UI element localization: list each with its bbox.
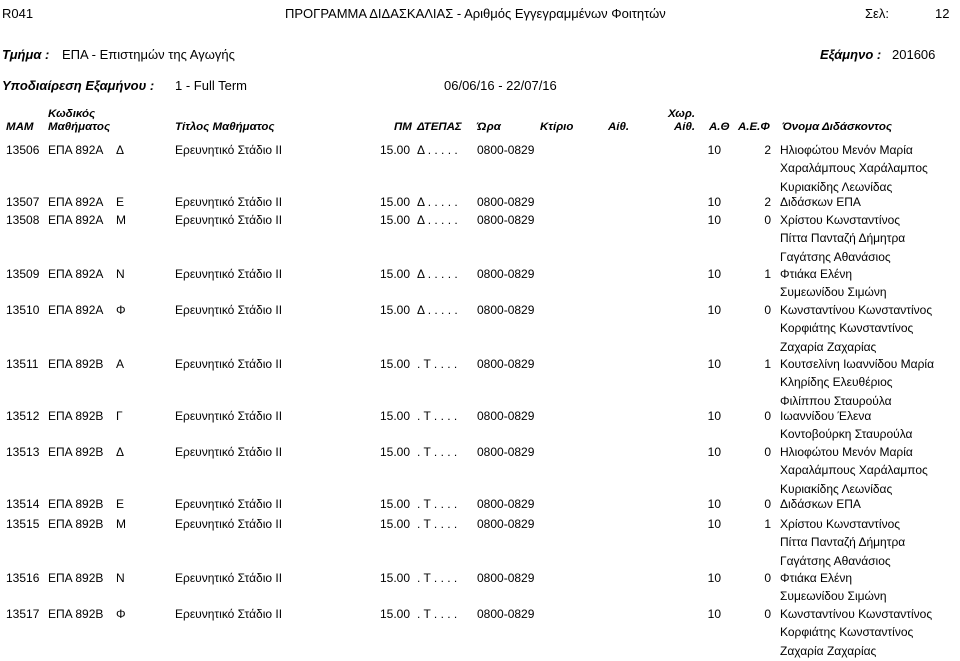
cell-teacher: Διδάσκων ΕΠΑ: [780, 497, 861, 511]
cell-code: ΕΠΑ 892Β: [48, 571, 104, 585]
col-teacher: Όνομα Διδάσκοντος: [782, 121, 892, 133]
cell-code: ΕΠΑ 892Β: [48, 409, 104, 423]
cell-code: ΕΠΑ 892Β: [48, 607, 104, 621]
cell-aef: 1: [764, 517, 771, 531]
cell-hour: 0800-0829: [477, 267, 535, 281]
cell-aef: 2: [764, 143, 771, 157]
cell-teacher: Ζαχαρία Ζαχαρίας: [780, 339, 877, 354]
cell-code: ΕΠΑ 892Α: [48, 267, 104, 281]
cell-teacher: Ζαχαρία Ζαχαρίας: [780, 643, 877, 658]
cell-days: Δ . . . . .: [417, 213, 458, 227]
cell-mam: 13506: [6, 143, 40, 157]
cell-mam: 13513: [6, 445, 40, 459]
cell-pm: 15.00: [380, 517, 411, 531]
cell-aef: 1: [764, 357, 771, 371]
cell-hour: 0800-0829: [477, 571, 535, 585]
cell-teacher: Χαραλάμπους Χαράλαμπος: [780, 161, 928, 176]
semester-label: Εξάμηνο :: [820, 47, 882, 62]
cell-code: ΕΠΑ 892Α: [48, 303, 104, 317]
cell-aef: 1: [764, 267, 771, 281]
cell-section: Δ: [116, 143, 125, 157]
cell-teacher: Φτιάκα Ελένη: [780, 267, 853, 281]
cell-hour: 0800-0829: [477, 303, 535, 317]
cell-code: ΕΠΑ 892Β: [48, 445, 104, 459]
col-code-line2: Μαθήματος: [48, 121, 111, 133]
semester-value: 201606: [892, 47, 936, 62]
cell-title: Ερευνητικό Στάδιο ΙΙ: [175, 409, 283, 423]
cell-title: Ερευνητικό Στάδιο ΙΙ: [175, 445, 283, 459]
cell-teacher: Κωνσταντίνου Κωνσταντίνος: [780, 303, 933, 317]
cell-teacher: Πίττα Πανταζή Δήμητρα: [780, 535, 906, 550]
cell-hour: 0800-0829: [477, 445, 535, 459]
page-label: Σελ:: [865, 6, 889, 21]
cell-section: Φ: [116, 607, 126, 621]
col-room: Αίθ.: [608, 121, 630, 133]
report-code: R041: [2, 6, 34, 21]
cell-teacher: Φιλίππου Σταυρούλα: [780, 393, 892, 408]
report-title: ΠΡΟΓΡΑΜΜΑ ΔΙΔΑΣΚΑΛΙΑΣ - Αριθμός Εγγεγραμμένων Φοιτητών: [285, 6, 666, 21]
cell-section: Μ: [116, 517, 126, 531]
cell-title: Ερευνητικό Στάδιο ΙΙ: [175, 267, 283, 281]
col-aef: Α.Ε.Φ: [738, 121, 770, 133]
cell-title: Ερευνητικό Στάδιο ΙΙ: [175, 303, 283, 317]
cell-hour: 0800-0829: [477, 409, 535, 423]
cell-mam: 13510: [6, 303, 40, 317]
subdivision-label: Υποδιαίρεση Εξαμήνου :: [2, 78, 155, 93]
cell-aef: 0: [764, 497, 771, 511]
cell-pm: 15.00: [380, 195, 411, 209]
cell-mam: 13517: [6, 607, 40, 621]
cell-hour: 0800-0829: [477, 213, 535, 227]
cell-hour: 0800-0829: [477, 357, 535, 371]
cell-title: Ερευνητικό Στάδιο ΙΙ: [175, 357, 283, 371]
cell-teacher: Κορφιάτης Κωνσταντίνος: [780, 625, 914, 640]
cell-teacher: Ηλιοφώτου Μενόν Μαρία: [780, 445, 913, 459]
cell-teacher: Κουτσελίνη Ιωαννίδου Μαρία: [780, 357, 935, 371]
cell-ath: 10: [707, 143, 721, 157]
cell-days: . Τ . . . .: [417, 357, 458, 371]
cell-teacher: Φτιάκα Ελένη: [780, 571, 853, 585]
col-hour: Ώρα: [477, 121, 501, 133]
col-pm: ΠΜ: [394, 121, 412, 133]
cell-section: Δ: [116, 445, 125, 459]
page-number: 12: [935, 6, 950, 21]
cell-aef: 2: [764, 195, 771, 209]
cell-title: Ερευνητικό Στάδιο ΙΙ: [175, 571, 283, 585]
cell-code: ΕΠΑ 892Β: [48, 517, 104, 531]
cell-title: Ερευνητικό Στάδιο ΙΙ: [175, 517, 283, 531]
cell-hour: 0800-0829: [477, 195, 535, 209]
cell-pm: 15.00: [380, 357, 411, 371]
cell-title: Ερευνητικό Στάδιο ΙΙ: [175, 607, 283, 621]
cell-mam: 13508: [6, 213, 40, 227]
cell-aef: 0: [764, 213, 771, 227]
cell-hour: 0800-0829: [477, 497, 535, 511]
cell-ath: 10: [707, 357, 721, 371]
subdivision-value: 1 - Full Term: [175, 78, 247, 93]
cell-ath: 10: [707, 409, 721, 423]
cell-section: Μ: [116, 213, 126, 227]
cell-pm: 15.00: [380, 213, 411, 227]
col-capacity-line1: Χωρ.: [668, 108, 696, 120]
cell-teacher: Κωνσταντίνου Κωνσταντίνος: [780, 607, 933, 621]
cell-teacher: Ιωαννίδου Έλενα: [780, 409, 872, 423]
cell-aef: 0: [764, 303, 771, 317]
cell-ath: 10: [707, 607, 721, 621]
cell-pm: 15.00: [380, 445, 411, 459]
cell-pm: 15.00: [380, 409, 411, 423]
cell-teacher: Ηλιοφώτου Μενόν Μαρία: [780, 143, 913, 157]
cell-teacher: Χρίστου Κωνσταντίνος: [780, 517, 901, 531]
cell-teacher: Γαγάτσης Αθανάσιος: [780, 249, 891, 264]
cell-mam: 13512: [6, 409, 40, 423]
cell-days: . Τ . . . .: [417, 571, 458, 585]
cell-hour: 0800-0829: [477, 517, 535, 531]
cell-ath: 10: [707, 303, 721, 317]
cell-teacher: Κορφιάτης Κωνσταντίνος: [780, 321, 914, 336]
cell-teacher: Συμεωνίδου Σιμώνη: [780, 285, 887, 300]
cell-title: Ερευνητικό Στάδιο ΙΙ: [175, 143, 283, 157]
cell-section: Ε: [116, 497, 125, 511]
cell-teacher: Κυριακίδης Λεωνίδας: [780, 481, 893, 496]
cell-days: Δ . . . . .: [417, 303, 458, 317]
cell-code: ΕΠΑ 892Β: [48, 497, 104, 511]
cell-days: . Τ . . . .: [417, 517, 458, 531]
cell-ath: 10: [707, 213, 721, 227]
cell-ath: 10: [707, 517, 721, 531]
cell-days: Δ . . . . .: [417, 143, 458, 157]
cell-title: Ερευνητικό Στάδιο ΙΙ: [175, 497, 283, 511]
cell-code: ΕΠΑ 892Α: [48, 195, 104, 209]
cell-teacher: Κυριακίδης Λεωνίδας: [780, 179, 893, 194]
cell-ath: 10: [707, 571, 721, 585]
cell-section: Ν: [116, 267, 125, 281]
cell-hour: 0800-0829: [477, 143, 535, 157]
cell-aef: 0: [764, 445, 771, 459]
cell-aef: 0: [764, 607, 771, 621]
col-building: Κτίριο: [540, 121, 574, 133]
cell-title: Ερευνητικό Στάδιο ΙΙ: [175, 195, 283, 209]
cell-mam: 13511: [6, 357, 39, 371]
cell-section: Γ: [116, 409, 123, 423]
cell-ath: 10: [707, 497, 721, 511]
cell-ath: 10: [707, 195, 721, 209]
cell-ath: 10: [707, 445, 721, 459]
col-ath: Α.Θ: [709, 121, 730, 133]
cell-pm: 15.00: [380, 607, 411, 621]
cell-teacher: Χαραλάμπους Χαράλαμπος: [780, 463, 928, 478]
cell-pm: 15.00: [380, 267, 411, 281]
department-label: Τμήμα :: [2, 47, 50, 62]
cell-days: Δ . . . . .: [417, 195, 458, 209]
cell-section: Ν: [116, 571, 125, 585]
cell-pm: 15.00: [380, 497, 411, 511]
cell-mam: 13507: [6, 195, 40, 209]
col-days: ΔΤΕΠΑΣ: [417, 121, 462, 133]
date-range: 06/06/16 - 22/07/16: [444, 78, 557, 93]
cell-ath: 10: [707, 267, 721, 281]
cell-mam: 13515: [6, 517, 40, 531]
cell-days: . Τ . . . .: [417, 445, 458, 459]
cell-teacher: Χρίστου Κωνσταντίνος: [780, 213, 901, 227]
cell-mam: 13516: [6, 571, 40, 585]
cell-mam: 13509: [6, 267, 40, 281]
cell-teacher: Γαγάτσης Αθανάσιος: [780, 553, 891, 568]
department-value: ΕΠΑ - Επιστημών της Αγωγής: [62, 47, 235, 62]
cell-days: . Τ . . . .: [417, 607, 458, 621]
cell-mam: 13514: [6, 497, 40, 511]
cell-days: . Τ . . . .: [417, 409, 458, 423]
col-title: Τίτλος Μαθήματος: [175, 121, 275, 133]
cell-section: Ε: [116, 195, 125, 209]
cell-code: ΕΠΑ 892Β: [48, 357, 104, 371]
cell-teacher: Κληρίδης Ελευθέριος: [780, 375, 893, 390]
cell-title: Ερευνητικό Στάδιο ΙΙ: [175, 213, 283, 227]
cell-days: . Τ . . . .: [417, 497, 458, 511]
col-code-line1: Κωδικός: [48, 108, 96, 120]
cell-teacher: Διδάσκων ΕΠΑ: [780, 195, 861, 209]
cell-pm: 15.00: [380, 571, 411, 585]
cell-teacher: Συμεωνίδου Σιμώνη: [780, 589, 887, 604]
cell-section: Α: [116, 357, 125, 371]
col-capacity-line2: Αίθ.: [674, 121, 696, 133]
cell-days: Δ . . . . .: [417, 267, 458, 281]
cell-teacher: Πίττα Πανταζή Δήμητρα: [780, 231, 906, 246]
col-mam: ΜΑΜ: [6, 121, 34, 133]
cell-teacher: Κοντοβούρκη Σταυρούλα: [780, 427, 913, 442]
cell-code: ΕΠΑ 892Α: [48, 213, 104, 227]
cell-section: Φ: [116, 303, 126, 317]
cell-hour: 0800-0829: [477, 607, 535, 621]
cell-pm: 15.00: [380, 143, 411, 157]
cell-code: ΕΠΑ 892Α: [48, 143, 104, 157]
cell-pm: 15.00: [380, 303, 411, 317]
cell-aef: 0: [764, 409, 771, 423]
cell-aef: 0: [764, 571, 771, 585]
